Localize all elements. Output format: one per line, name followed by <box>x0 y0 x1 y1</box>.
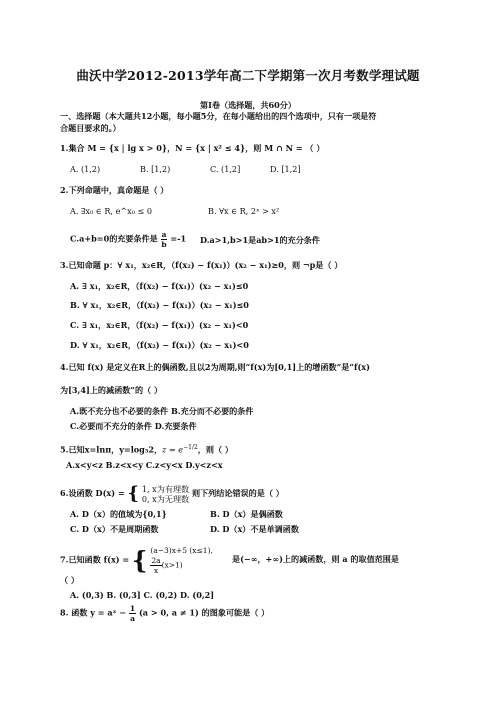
q7-stem-suffix: 是(−∞，+∞)上的减函数，则 a 的取值范围是 <box>232 554 399 564</box>
q1-option-a: A. (1,2) <box>70 164 101 174</box>
exam-title: 曲沃中学2012-2013学年高二下学期第一次月考数学理试题 <box>76 68 420 83</box>
q8-prefix: 8. 函数 y = aˣ − <box>60 607 127 618</box>
q2-option-b: B. ∀x ∈ R, 2ˣ > x² <box>208 206 280 216</box>
q6-option-a: A. D（x）的值域为{0,1} <box>70 509 167 519</box>
q8-frac-num: 1 <box>129 604 136 613</box>
q4-options-cd: C.必要而不充分的条件 D.充要条件 <box>70 421 197 431</box>
q8-stem <box>60 604 269 623</box>
q5-stem-prefix: 5.已知x=lnπ，y=log₅2， <box>60 444 163 455</box>
q7-frac-num: 2a <box>151 556 161 565</box>
q6-prefix: 6.设函数 D(x) = <box>60 488 125 498</box>
q6-stem <box>60 484 284 504</box>
q6-case-2: 0, x为无理数 <box>141 494 190 504</box>
q7-case-2 <box>150 556 213 575</box>
q6-brace: { <box>127 483 140 504</box>
instructions-line-1: 一、选择题（本大题共12小题，每小题5分，在每小题给出的四个选项中，只有一项是符 <box>60 111 377 121</box>
q4-stem-line-1: 4.已知 f(x) 是定义在R上的偶函数,且以2为周期,则“f(x)为[0,1]上的增函数”是“f(x) <box>60 362 370 372</box>
q3-option-c: C. ∃ x₁，x₂∈R，（f(x₂) − f(x₁)）(x₂ − x₁)<0 <box>70 320 249 330</box>
q5-exponent: −1/2 <box>183 444 198 451</box>
q3-option-b: B. ∀ x₁，x₂∈R，（f(x₂) − f(x₁)）(x₂ − x₁)≤0 <box>70 300 249 310</box>
q6-option-d: D. D（x）不是单调函数 <box>210 524 299 534</box>
q2-option-c <box>70 230 186 249</box>
q2-c-suffix: =-1 <box>170 233 187 244</box>
q6-option-c: C. D（x）不是周期函数 <box>70 524 159 534</box>
q7-frac-den: x <box>153 566 159 575</box>
q2-c-fraction <box>161 230 168 249</box>
q1-option-d: D. [1,2] <box>270 164 301 174</box>
q1-stem: 1.集合 M = {x | lg x > 0}，N = {x | x² ≤ 4}，则 M ∩ N = （ ） <box>60 143 325 153</box>
q7-case-2-cond: (x>1) <box>161 560 183 570</box>
q6-option-b: B. D（x）是偶函数 <box>210 509 283 519</box>
section-heading: 第Ⅰ卷（选择题，共60分） <box>200 100 296 110</box>
q2-option-d: D.a>1,b>1是ab>1的充分条件 <box>200 235 320 245</box>
q1-option-b: B. [1,2) <box>140 164 171 174</box>
q7-prefix: 7.已知函数 f(x) = <box>60 554 130 565</box>
q4-stem-line-2: 为[3,4]上的减函数”的（ ） <box>60 385 163 395</box>
q8-suffix: (a > 0, a ≠ 1) 的图象可能是（ ） <box>138 607 270 618</box>
q7-options: A. (0,3) B. (0,3] C. (0,2) D. (0,2] <box>70 590 215 600</box>
q8-frac <box>129 604 136 623</box>
q6-suffix: 则下列结论错误的是（ ） <box>191 488 284 498</box>
q5-z-expression: z = e <box>162 444 184 455</box>
q6-case-1: 1, x为有理数 <box>141 484 190 494</box>
q7-stem <box>60 546 213 575</box>
q2-c-num: a <box>161 230 167 239</box>
q7-cases <box>150 546 213 575</box>
q2-option-a: A. ∃x₀ ∈ R, e^x₀ ≤ 0 <box>70 206 153 216</box>
q7-answer-paren: （ ） <box>60 575 80 585</box>
q7-brace: { <box>132 545 148 575</box>
q8-frac-den: a <box>130 614 135 623</box>
q3-stem: 3.已知命题 p：∀ x₁，x₂∈R，（f(x₂) − f(x₁)）(x₂ − x₁)≥0，则 ¬p是（ ） <box>60 260 343 270</box>
q1-option-c: C. (1,2] <box>210 164 241 174</box>
q3-option-a: A. ∃ x₁，x₂∈R，（f(x₂) − f(x₁)）(x₂ − x₁)≤0 <box>70 281 249 291</box>
q2-stem: 2.下列命题中，真命题是（ ） <box>60 185 169 195</box>
q6-cases <box>142 484 189 504</box>
q2-c-prefix: C.a+b=0的充要条件是 <box>70 233 158 244</box>
q5-stem <box>60 443 233 455</box>
instructions-line-2: 合题目要求的。） <box>60 123 121 133</box>
q5-stem-suffix: ，则（ ） <box>197 444 233 455</box>
q5-options: A.x<y<z B.z<x<y C.z<y<x D.y<z<x <box>66 460 223 470</box>
q2-c-den: b <box>161 240 167 249</box>
q4-options-ab: A.既不充分也不必要的条件 B.充分而不必要的条件 <box>70 406 254 416</box>
q7-case-1: (a−3)x+5 (x≤1), <box>150 546 213 555</box>
q3-option-d: D. ∀ x₁，x₂∈R，（f(x₂) − f(x₁)）(x₂ − x₁)<0 <box>70 340 249 350</box>
q7-frac <box>150 556 161 575</box>
